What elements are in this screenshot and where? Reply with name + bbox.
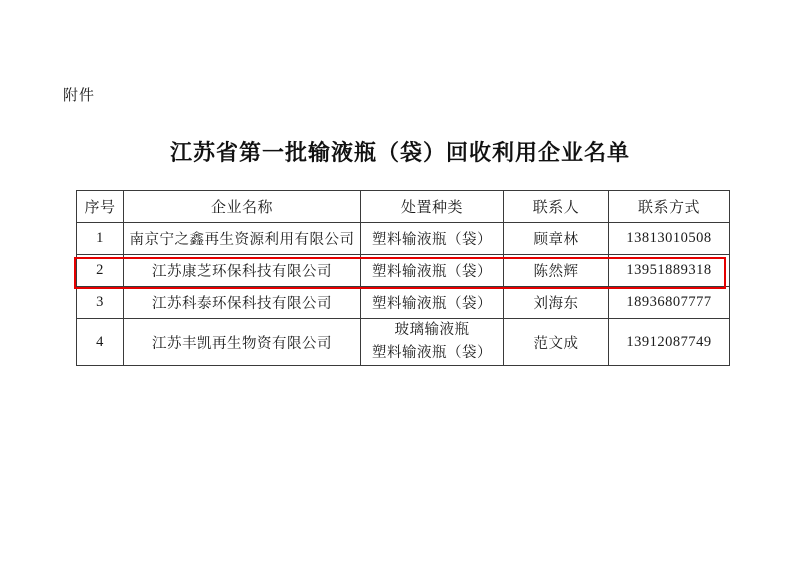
cell-contact: 刘海东: [504, 287, 609, 319]
cell-phone: 13951889318: [609, 255, 730, 287]
column-header-index: 序号: [77, 191, 124, 223]
company-list-table-wrapper: [76, 190, 724, 366]
cell-index: 1: [77, 223, 124, 255]
cell-disposal-type: 塑料输液瓶（袋）: [361, 223, 504, 255]
cell-index: 3: [77, 287, 124, 319]
cell-index: 2: [77, 255, 124, 287]
table-row: [77, 319, 730, 366]
table-header-row: [77, 191, 730, 223]
disposal-type-line-1: 玻璃输液瓶: [394, 322, 470, 338]
cell-company: 江苏科泰环保科技有限公司: [124, 287, 361, 319]
attachment-label: 附件: [63, 88, 96, 104]
column-header-phone: 联系方式: [609, 191, 730, 223]
cell-phone: 13912087749: [609, 319, 730, 366]
cell-contact: 范文成: [504, 319, 609, 366]
table-row: [77, 255, 730, 287]
column-header-company: 企业名称: [124, 191, 361, 223]
company-list-table: [76, 190, 730, 366]
cell-company: 江苏丰凯再生物资有限公司: [124, 319, 361, 366]
cell-company: 南京宁之鑫再生资源利用有限公司: [124, 223, 361, 255]
cell-phone: 13813010508: [609, 223, 730, 255]
disposal-type-line-2: 塑料输液瓶（袋）: [372, 345, 492, 361]
cell-contact: 陈然辉: [504, 255, 609, 287]
cell-phone: 18936807777: [609, 287, 730, 319]
cell-disposal-type: 塑料输液瓶（袋）: [361, 287, 504, 319]
cell-disposal-type: 塑料输液瓶（袋）: [361, 255, 504, 287]
column-header-disposal-type: 处置种类: [361, 191, 504, 223]
cell-company: 江苏康芝环保科技有限公司: [124, 255, 361, 287]
page-title: 江苏省第一批输液瓶（袋）回收利用企业名单: [169, 140, 630, 165]
cell-contact: 顾章林: [504, 223, 609, 255]
cell-index: 4: [77, 319, 124, 366]
table-row: [77, 287, 730, 319]
table-row: [77, 223, 730, 255]
column-header-contact: 联系人: [504, 191, 609, 223]
cell-disposal-type: [361, 319, 504, 366]
